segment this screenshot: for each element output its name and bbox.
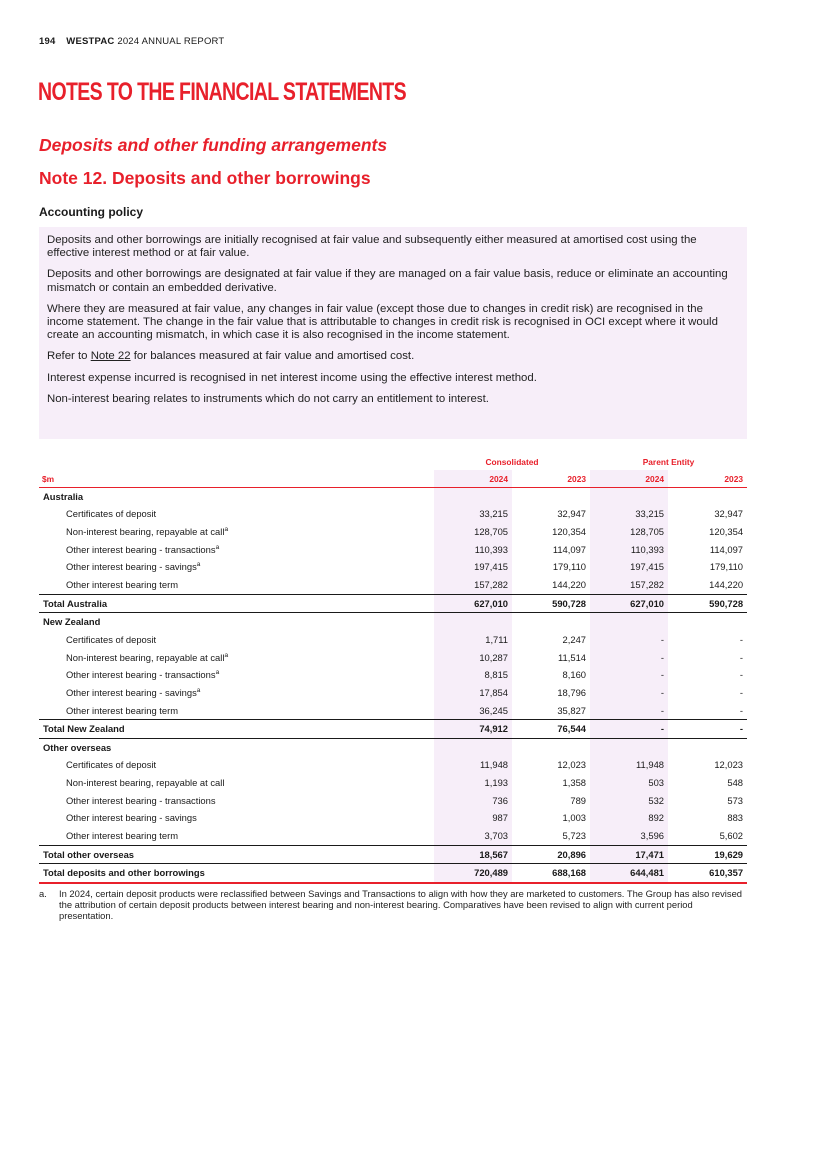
table-row <box>39 559 747 577</box>
consolidated-header: Consolidated <box>485 457 539 467</box>
value-cell: 8,160 <box>562 669 587 681</box>
row-label-text: Other interest bearing - savings <box>66 812 197 824</box>
row-label-text: Other interest bearing term <box>66 704 179 716</box>
row-label <box>39 827 434 845</box>
table-row <box>39 649 747 667</box>
policy-paragraph-2: Deposits and other borrowings are designated at fair value if they are managed on a fair value basis, reduce or eliminate an accounting mismatch or contain an embedded derivative. <box>47 268 728 294</box>
table-row <box>39 684 747 702</box>
row-label-text: Non-interest bearing, repayable at call <box>66 526 225 538</box>
value-cell: 114,097 <box>552 543 587 555</box>
row-label <box>39 649 434 667</box>
value-cell: 627,010 <box>590 594 668 613</box>
value-cell: 1,711 <box>434 631 512 649</box>
region-row <box>39 613 747 631</box>
unit-label: $m <box>39 470 434 488</box>
footnote-ref: a <box>196 686 201 694</box>
value-cell <box>668 488 747 506</box>
row-label <box>39 541 434 559</box>
table-row <box>39 827 747 845</box>
value-cell: 590,728 <box>668 594 747 613</box>
policy-heading: Accounting policy <box>39 205 144 219</box>
running-header <box>39 36 224 47</box>
table-row <box>39 702 747 720</box>
region-row <box>39 738 747 756</box>
row-label-text: Certificates of deposit <box>66 759 157 771</box>
row-label-text: Other interest bearing - transactions <box>66 669 216 681</box>
footnote-ref: a <box>215 543 220 551</box>
table-row <box>39 792 747 810</box>
row-label <box>39 666 434 684</box>
value-cell: 128,705 <box>434 523 512 541</box>
value-cell: 12,023 <box>557 759 587 771</box>
value-cell <box>590 738 668 756</box>
row-label-text: Other interest bearing - savings <box>66 686 197 698</box>
value-cell <box>590 613 668 631</box>
value-cell: 892 <box>590 810 668 828</box>
row-label-text: Non-interest bearing, repayable at call <box>66 777 225 789</box>
value-cell: 32,947 <box>714 508 744 520</box>
row-label <box>39 792 434 810</box>
value-cell: - <box>739 669 744 681</box>
value-cell: 18,567 <box>434 845 512 864</box>
value-cell: 10,287 <box>434 649 512 667</box>
row-label <box>39 613 434 631</box>
row-label-text: Total New Zealand <box>43 723 125 735</box>
value-cell: - <box>590 720 668 739</box>
value-cell: 1,193 <box>434 774 512 792</box>
row-label-text: Certificates of deposit <box>66 633 157 645</box>
footnote-ref: a <box>224 651 229 659</box>
row-label-text: Australia <box>43 490 84 502</box>
row-label-text: Non-interest bearing, repayable at call <box>66 651 225 663</box>
value-cell: 11,948 <box>434 757 512 775</box>
value-cell: 644,481 <box>590 864 668 883</box>
row-label-text: Other overseas <box>43 741 112 753</box>
row-label-text: Certificates of deposit <box>66 508 157 520</box>
value-cell: 1,003 <box>562 812 587 824</box>
row-label <box>39 774 434 792</box>
value-cell: 197,415 <box>434 559 512 577</box>
row-label-text: New Zealand <box>43 616 101 628</box>
value-cell: 74,912 <box>434 720 512 739</box>
footnote-ref: a <box>215 669 220 677</box>
year-header: 2024 <box>434 470 512 488</box>
value-cell: 11,948 <box>590 757 668 775</box>
footnote-text: In 2024, certain deposit products were reclassified between Savings and Transactions to align with how they are marketed to customers. The Group has also revised the attribution of certain deposit products between interest bearing and non-interest bearing. Comparatives have been revised to align with current period presentation. <box>59 888 743 921</box>
row-label-text: Total Australia <box>43 597 108 609</box>
row-label <box>39 845 434 864</box>
parent-entity-header: Parent Entity <box>642 457 695 467</box>
row-label <box>39 757 434 775</box>
value-cell: - <box>590 666 668 684</box>
value-cell: - <box>739 686 744 698</box>
value-cell: 627,010 <box>434 594 512 613</box>
value-cell: 17,854 <box>434 684 512 702</box>
value-cell: 120,354 <box>552 526 587 538</box>
value-cell: - <box>668 720 747 739</box>
grand-total-row <box>39 864 747 883</box>
footnote <box>39 888 747 921</box>
value-cell <box>512 488 590 506</box>
row-label <box>39 864 434 883</box>
table-row <box>39 506 747 524</box>
value-cell: 532 <box>590 792 668 810</box>
page-number: 194 <box>39 36 56 47</box>
value-cell <box>434 738 512 756</box>
value-cell: 503 <box>590 774 668 792</box>
table-row <box>39 631 747 649</box>
row-label <box>39 576 434 594</box>
row-label <box>39 594 434 613</box>
value-cell: 33,215 <box>590 506 668 524</box>
value-cell: - <box>739 704 744 716</box>
value-cell: 11,514 <box>558 651 587 663</box>
value-cell: - <box>590 631 668 649</box>
row-label-text: Other interest bearing term <box>66 829 179 841</box>
footnote-mark: a. <box>39 888 47 899</box>
policy-refer-tail: for balances measured at fair value and amortised cost. <box>130 350 415 363</box>
value-cell: 197,415 <box>590 559 668 577</box>
value-cell: 144,220 <box>709 579 744 591</box>
region-row <box>39 488 747 506</box>
value-cell: 144,220 <box>552 579 587 591</box>
footnote-ref: a <box>196 561 201 569</box>
value-cell: - <box>739 633 744 645</box>
policy-paragraph-3: Where they are measured at fair value, any changes in fair value (except those due to changes in credit risk) are recognised in the income statement. The change in the fair value that is attributable to changes in credit risk is recognised in OCI except where it would create an accounting mismatch, in which case it is also recognised in the income statement. <box>47 302 718 342</box>
accounting-policy-box <box>39 227 747 439</box>
value-cell: 12,023 <box>714 759 744 771</box>
row-label-text: Other interest bearing - transactions <box>66 543 216 555</box>
row-label <box>39 523 434 541</box>
value-cell: - <box>590 649 668 667</box>
value-cell: 128,705 <box>590 523 668 541</box>
table-row <box>39 523 747 541</box>
value-cell: 35,827 <box>557 704 587 716</box>
year-header: 2023 <box>668 470 747 488</box>
value-cell: 590,728 <box>512 594 590 613</box>
row-label <box>39 702 434 720</box>
value-cell: 987 <box>434 810 512 828</box>
row-label <box>39 506 434 524</box>
value-cell: 179,110 <box>552 561 587 573</box>
table-row <box>39 576 747 594</box>
total-row <box>39 845 747 864</box>
value-cell: 3,703 <box>434 827 512 845</box>
value-cell <box>668 613 747 631</box>
table-row <box>39 541 747 559</box>
value-cell: 2,247 <box>562 633 587 645</box>
value-cell: 610,357 <box>668 864 747 883</box>
row-label <box>39 720 434 739</box>
row-label-text: Other interest bearing term <box>66 579 179 591</box>
value-cell: 157,282 <box>590 576 668 594</box>
value-cell: 110,393 <box>590 541 668 559</box>
value-cell: 157,282 <box>434 576 512 594</box>
note-22-link[interactable]: Note 22 <box>90 350 131 363</box>
value-cell: - <box>590 684 668 702</box>
value-cell: 114,097 <box>709 543 744 555</box>
table-row <box>39 810 747 828</box>
value-cell: 720,489 <box>434 864 512 883</box>
value-cell: 548 <box>727 777 744 789</box>
value-cell: 19,629 <box>668 845 747 864</box>
row-label-text: Total deposits and other borrowings <box>43 867 205 879</box>
value-cell: 32,947 <box>557 508 587 520</box>
section-title: Deposits and other funding arrangements <box>39 135 388 155</box>
row-label <box>39 559 434 577</box>
year-header: 2024 <box>590 470 668 488</box>
value-cell: 8,815 <box>434 666 512 684</box>
row-label-text: Other interest bearing - transactions <box>66 794 216 806</box>
row-label <box>39 631 434 649</box>
value-cell: 883 <box>727 812 744 824</box>
row-label <box>39 684 434 702</box>
policy-paragraph-4 <box>47 350 739 363</box>
table-group-header <box>39 454 747 470</box>
table-row <box>39 774 747 792</box>
value-cell: 18,796 <box>557 686 587 698</box>
value-cell: 3,596 <box>590 827 668 845</box>
value-cell <box>590 488 668 506</box>
value-cell <box>512 738 590 756</box>
value-cell: 20,896 <box>512 845 590 864</box>
policy-paragraph-1: Deposits and other borrowings are initially recognised at fair value and subsequently either measured at amortised cost using the effective interest method or at fair value. <box>47 234 697 260</box>
policy-paragraph-6: Non-interest bearing relates to instruments which do not carry an entitlement to interest. <box>47 392 489 405</box>
total-row <box>39 594 747 613</box>
footnote-ref: a <box>224 525 229 533</box>
value-cell: 17,471 <box>590 845 668 864</box>
row-label-text: Total other overseas <box>43 848 135 860</box>
row-label <box>39 810 434 828</box>
value-cell: 179,110 <box>709 561 744 573</box>
report-name: 2024 ANNUAL REPORT <box>117 36 225 47</box>
deposits-table <box>39 454 747 884</box>
policy-refer-text: Refer to <box>47 350 91 363</box>
table-body <box>39 488 747 884</box>
value-cell: 76,544 <box>512 720 590 739</box>
value-cell <box>434 488 512 506</box>
value-cell: 736 <box>434 792 512 810</box>
year-header: 2023 <box>512 470 590 488</box>
table-row <box>39 757 747 775</box>
value-cell: - <box>590 702 668 720</box>
value-cell: 33,215 <box>434 506 512 524</box>
row-label-text: Other interest bearing - savings <box>66 561 197 573</box>
value-cell: 120,354 <box>709 526 744 538</box>
brand-name: WESTPAC <box>66 36 115 47</box>
table-year-header <box>39 470 747 488</box>
page-title: NOTES TO THE FINANCIAL STATEMENTS <box>38 78 406 106</box>
row-label <box>39 738 434 756</box>
row-label <box>39 488 434 506</box>
value-cell <box>668 738 747 756</box>
value-cell: 573 <box>727 794 744 806</box>
note-title: Note 12. Deposits and other borrowings <box>39 168 371 188</box>
value-cell: 688,168 <box>512 864 590 883</box>
policy-paragraph-5: Interest expense incurred is recognised in net interest income using the effective interest method. <box>47 371 537 384</box>
value-cell <box>512 613 590 631</box>
value-cell: 5,602 <box>719 829 744 841</box>
value-cell <box>434 613 512 631</box>
value-cell: 1,358 <box>562 777 587 789</box>
table-row <box>39 666 747 684</box>
value-cell: 5,723 <box>562 829 587 841</box>
value-cell: 110,393 <box>434 541 512 559</box>
total-row <box>39 720 747 739</box>
value-cell: - <box>739 651 744 663</box>
value-cell: 36,245 <box>434 702 512 720</box>
value-cell: 789 <box>570 794 587 806</box>
